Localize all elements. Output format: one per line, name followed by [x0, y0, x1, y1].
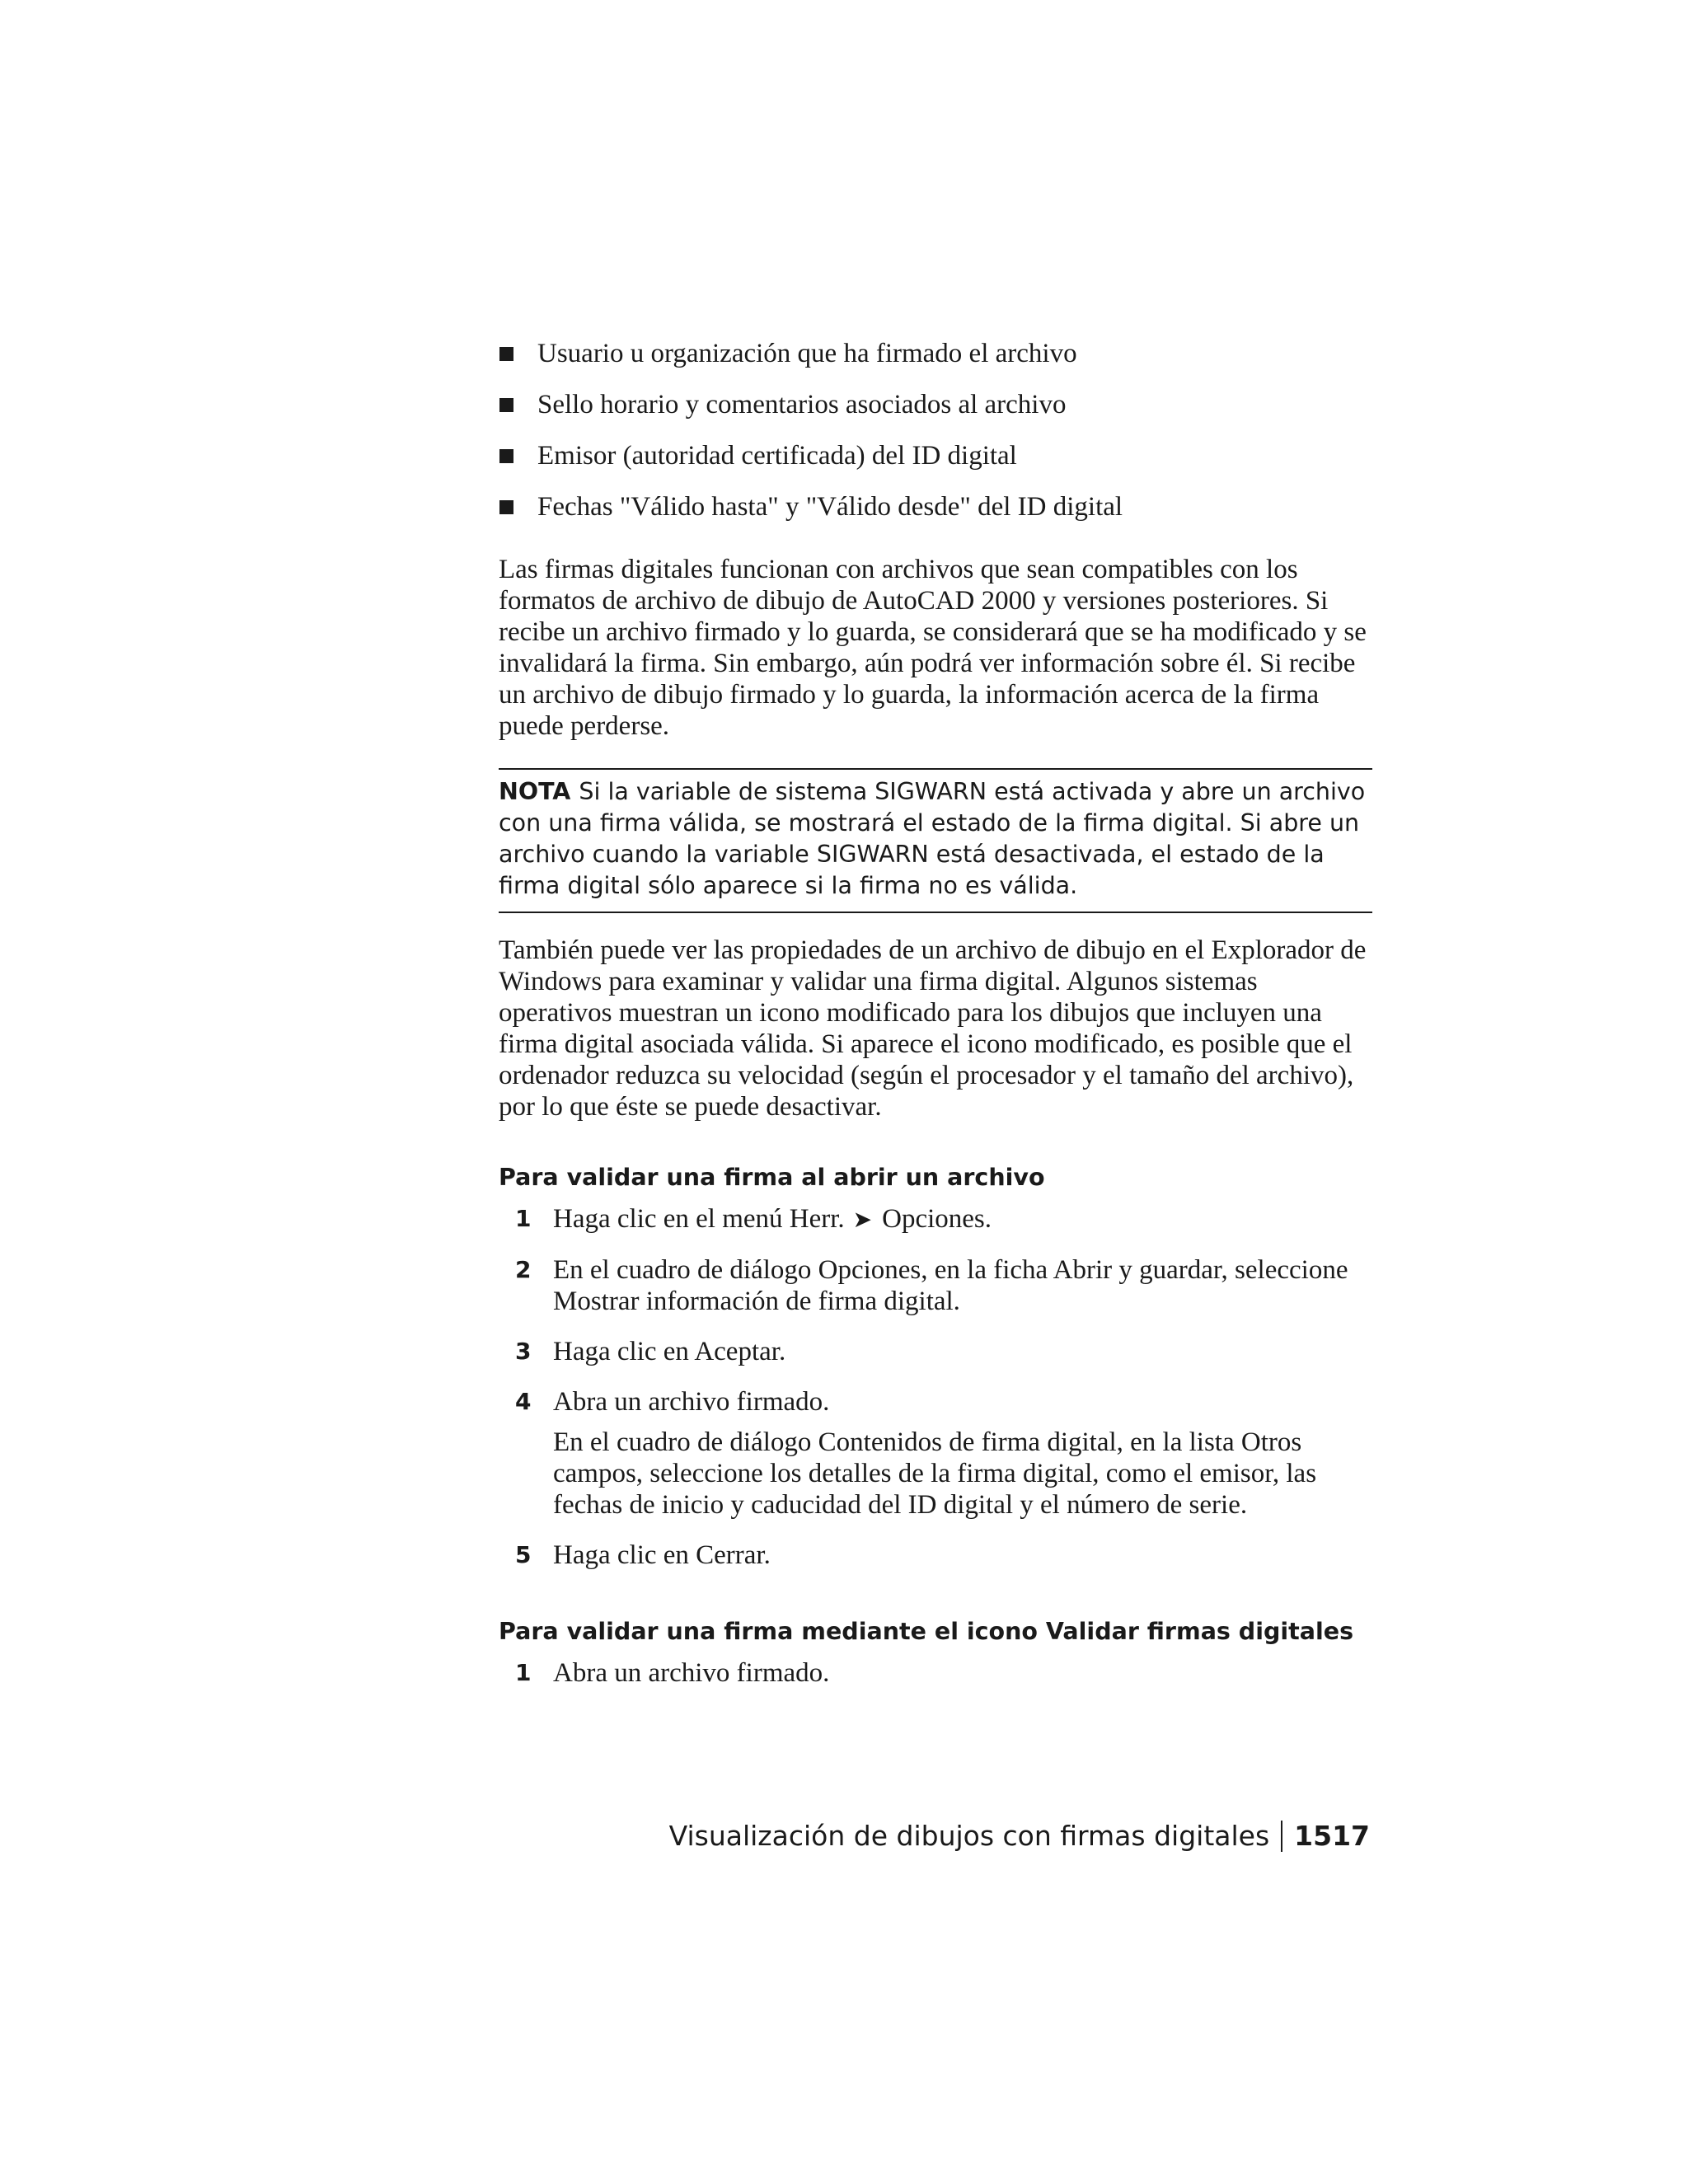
step-number: 3 — [515, 1338, 532, 1365]
list-item — [499, 338, 1372, 369]
step-text: Abra un archivo firmado. — [553, 1387, 830, 1417]
square-bullet-icon — [499, 398, 513, 412]
step-item — [499, 1386, 1372, 1521]
step-item — [499, 1203, 1372, 1235]
step-text: Haga clic en el menú Herr. — [553, 1204, 845, 1234]
step-text: En el cuadro de diálogo Opciones, en la ficha Abrir y guardar, seleccione Mostrar información de firma digital. — [553, 1255, 1348, 1316]
step-text: Haga clic en Aceptar. — [553, 1337, 786, 1366]
section-heading: Para validar una firma al abrir un archivo — [499, 1164, 1045, 1191]
square-bullet-icon — [499, 347, 513, 361]
step-number: 1 — [515, 1659, 532, 1686]
page-number: 1517 — [1294, 1820, 1370, 1852]
note-label: NOTA — [499, 778, 571, 805]
step-number: 4 — [515, 1388, 532, 1415]
square-bullet-icon — [499, 449, 513, 463]
step-item — [499, 1540, 1372, 1571]
list-item — [499, 491, 1372, 523]
section-heading: Para validar una firma mediante el icono Validar firmas digitales — [499, 1618, 1354, 1645]
bullet-list — [499, 338, 1372, 523]
step-item — [499, 1254, 1372, 1317]
step-text: Opciones. — [882, 1204, 992, 1234]
list-item — [499, 389, 1372, 420]
step-subtext: En el cuadro de diálogo Contenidos de firma digital, en la lista Otros campos, seleccione los detalles de la firma digital, como el emisor, las fechas de inicio y caducidad del ID digital y el número de serie. — [553, 1427, 1317, 1520]
steps-list — [499, 1657, 1372, 1689]
bullet-text: Fechas "Válido hasta" y "Válido desde" del ID digital — [537, 492, 1123, 522]
note-text: Si la variable de sistema SIGWARN está activada y abre un archivo con una firma válida, se mostrará el estado de la firma digital. Si abre un archivo cuando la variable SIGWARN está desactivada, el estado de la firma digital sólo aparece si la firma no es válida. — [499, 778, 1366, 899]
footer-divider — [1281, 1821, 1282, 1852]
step-number: 5 — [515, 1541, 532, 1568]
step-number: 2 — [515, 1256, 532, 1283]
list-item — [499, 440, 1372, 471]
step-number: 1 — [515, 1205, 532, 1232]
bullet-text: Emisor (autoridad certificada) del ID digital — [537, 441, 1017, 471]
step-item — [499, 1336, 1372, 1367]
square-bullet-icon — [499, 500, 513, 514]
menu-arrow-icon: ➤ — [852, 1206, 873, 1233]
step-text: Abra un archivo firmado. — [553, 1658, 830, 1688]
footer-title: Visualización de dibujos con firmas digitales — [668, 1820, 1270, 1852]
document-page — [499, 338, 1372, 1708]
step-item — [499, 1657, 1372, 1689]
bullet-text: Usuario u organización que ha firmado el archivo — [537, 339, 1077, 368]
step-text: Haga clic en Cerrar. — [553, 1540, 771, 1570]
body-paragraph: También puede ver las propiedades de un archivo de dibujo en el Explorador de Windows para examinar y validar una firma digital. Algunos sistemas operativos muestran un icono modificado para los dibujos que incluyen una firma digital asociada válida. Si aparece el icono modificado, es posible que el ordenador reduzca su velocidad (según el procesador y el tamaño del archivo), por lo que éste se puede desactivar. — [499, 935, 1367, 1122]
bullet-text: Sello horario y comentarios asociados al archivo — [537, 390, 1067, 419]
page-footer — [669, 1820, 1370, 1853]
steps-list — [499, 1203, 1372, 1571]
note-box — [499, 768, 1372, 913]
body-paragraph: Las firmas digitales funcionan con archivos que sean compatibles con los formatos de archivo de dibujo de AutoCAD 2000 y versiones posteriores. Si recibe un archivo firmado y lo guarda, se considerará que se ha modificado y se invalidará la firma. Sin embargo, aún podrá ver información sobre él. Si recibe un archivo de dibujo firmado y lo guarda, la información acerca de la firma puede perderse. — [499, 555, 1367, 741]
